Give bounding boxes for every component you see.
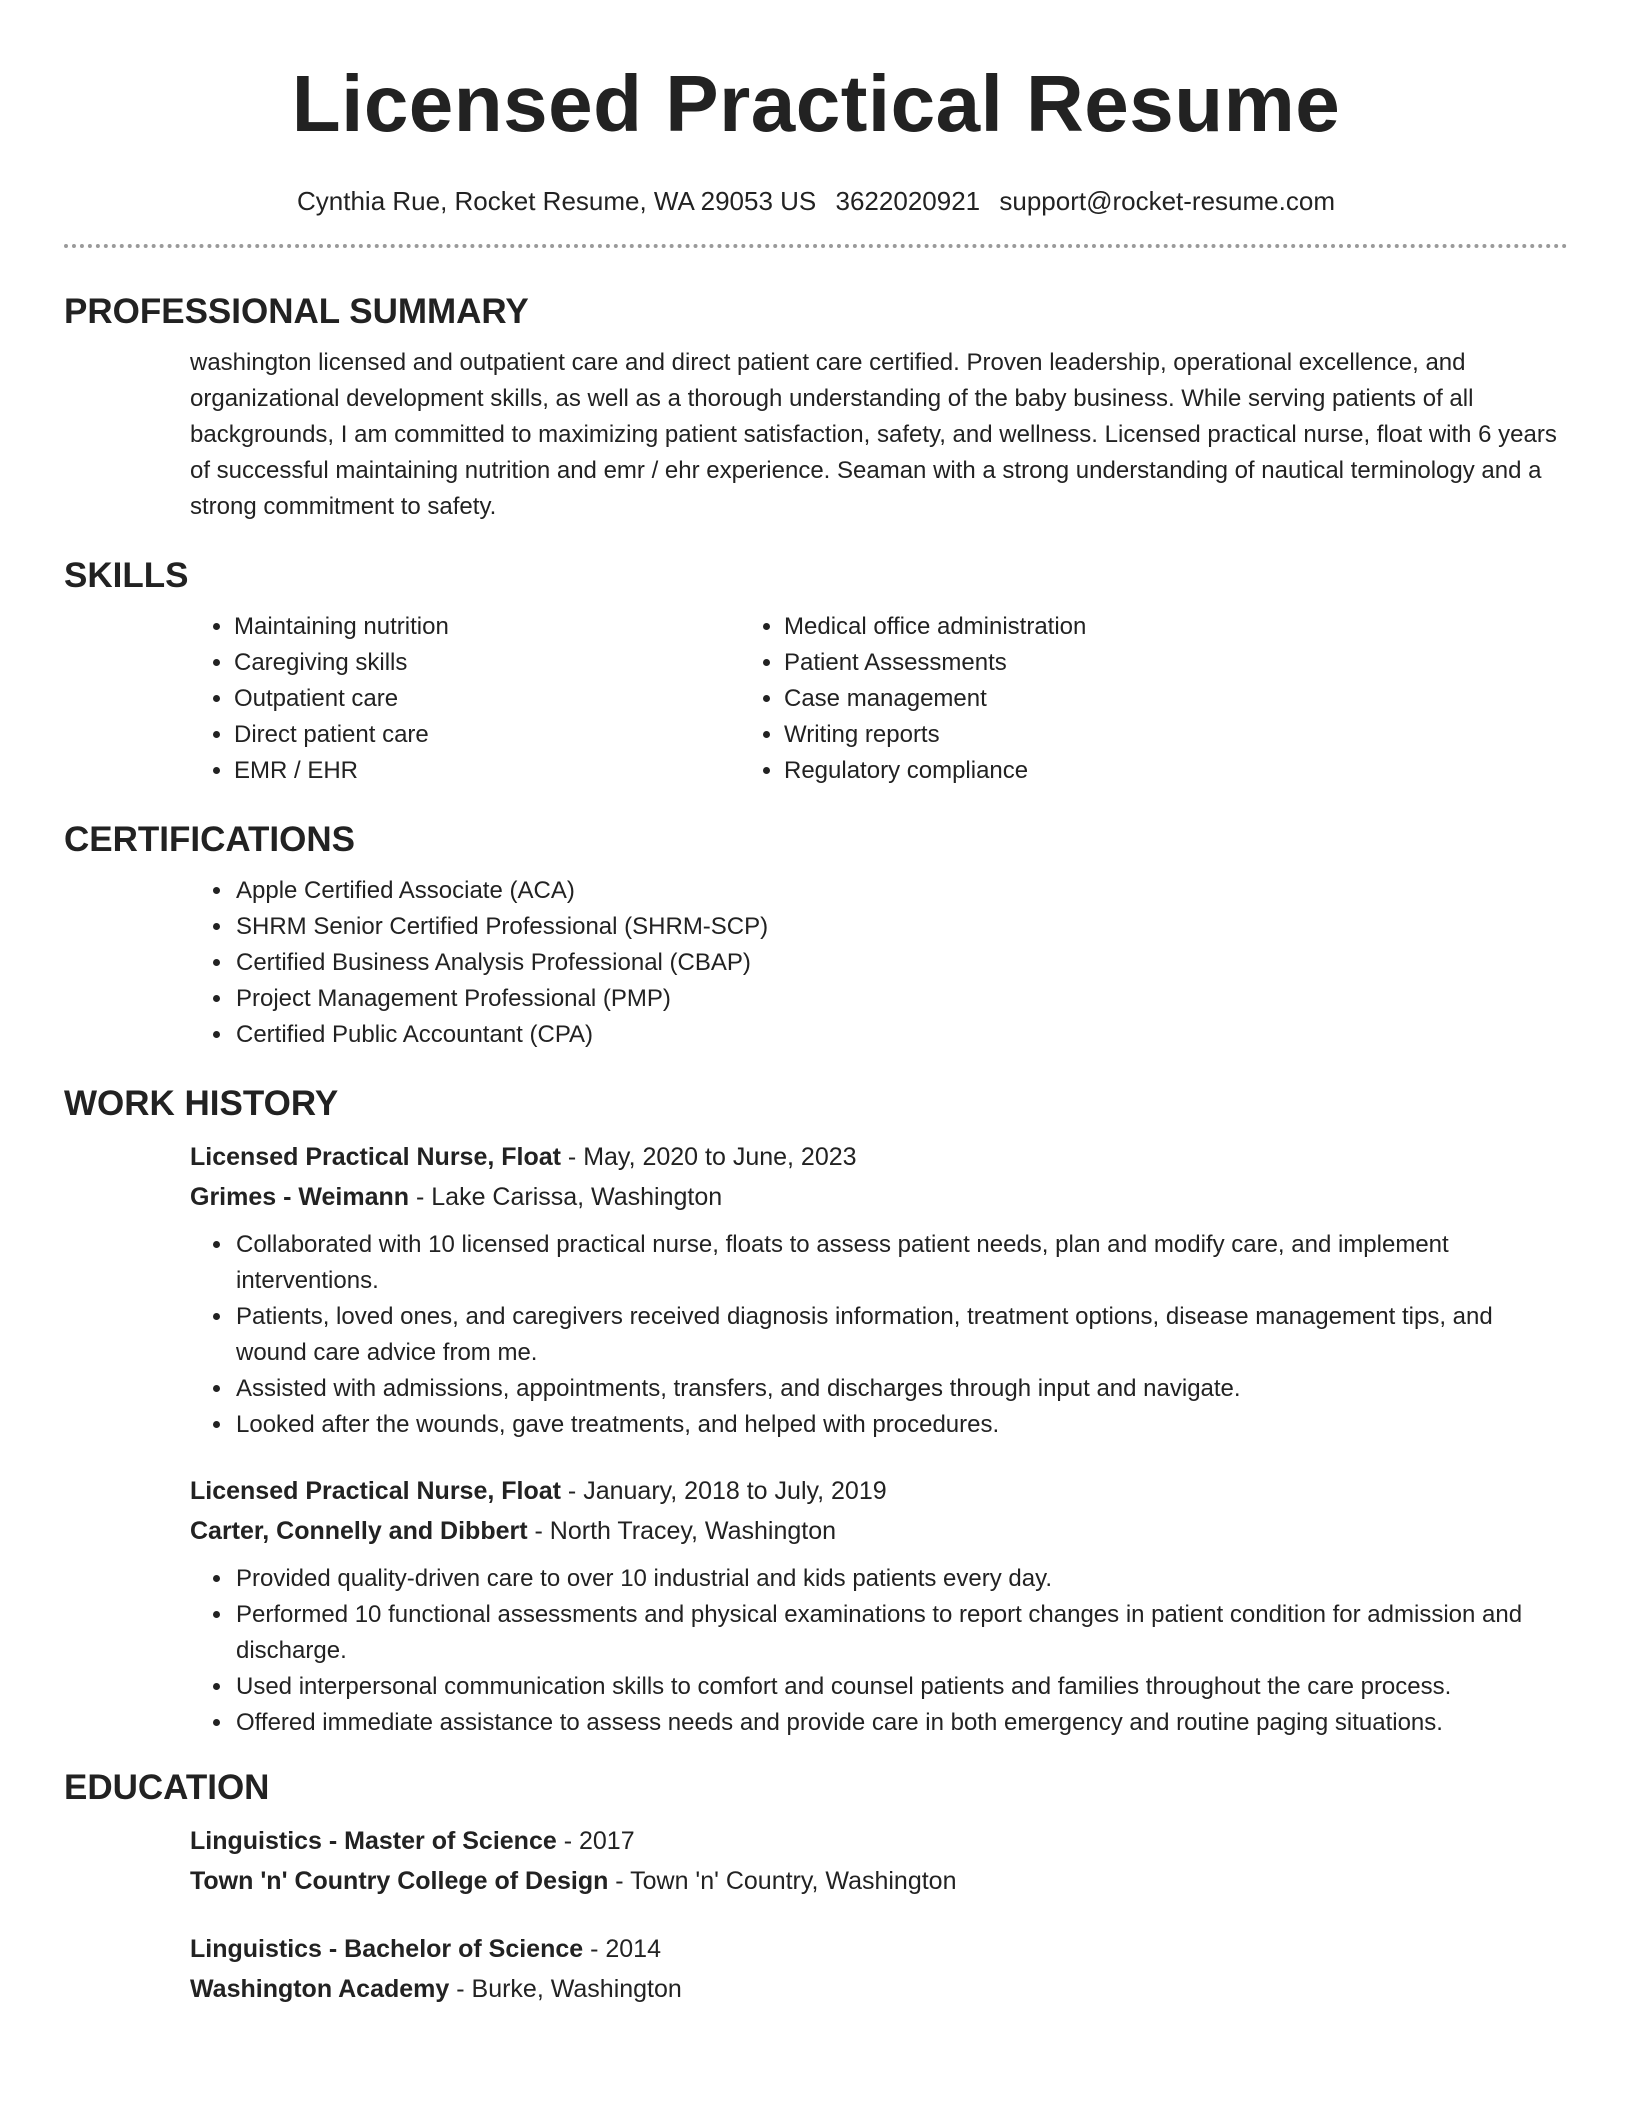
job-title-line <box>190 1137 1568 1177</box>
certification-item: • Certified Public Accountant (CPA) <box>234 1017 1568 1053</box>
job-bullet: • Assisted with admissions, appointments, transfers, and discharges through input and navigate. <box>234 1371 1568 1407</box>
job-bullet: • Collaborated with 10 licensed practical nurse, floats to assess patient needs, plan and modify care, and implement interventions. <box>234 1227 1568 1299</box>
certification-item: • SHRM Senior Certified Professional (SHRM-SCP) <box>234 909 1568 945</box>
certifications-list <box>64 873 1568 1053</box>
contact-address: Cynthia Rue, Rocket Resume, WA 29053 US <box>297 186 817 216</box>
job-bullet: • Offered immediate assistance to assess needs and provide care in both emergency and routine paging situations. <box>234 1705 1568 1741</box>
education-degree: Linguistics - Master of Science <box>190 1827 557 1855</box>
job-entry <box>64 1137 1568 1443</box>
job-company: Grimes - Weimann <box>190 1183 410 1211</box>
education-year: - 2014 <box>583 1935 661 1963</box>
skill-item: • Caregiving skills <box>234 645 744 681</box>
certification-item: • Certified Business Analysis Professional (CBAP) <box>234 945 1568 981</box>
contact-phone: 3622020921 <box>835 186 981 216</box>
job-company-line <box>190 1511 1568 1551</box>
skills-grid <box>64 609 1568 789</box>
summary-text: washington licensed and outpatient care and direct patient care certified. Proven leadership, operational excellence, and organizational development skills, as well as a thorough understanding of the baby business. While serving patients of all backgrounds, I am committed to maximizing patient satisfaction, safety, and wellness. Licensed practical nurse, float with 6 years of successful maintaining nutrition and emr / ehr experience. Seaman with a strong understanding of nautical terminology and a strong commitment to safety. <box>190 349 1557 520</box>
education-degree-line <box>190 1821 1568 1861</box>
skills-section <box>64 555 1568 789</box>
skill-item: • Medical office administration <box>784 609 1294 645</box>
job-bullets <box>64 1561 1568 1741</box>
education-section <box>64 1767 1568 2009</box>
education-entry <box>64 1821 1568 1901</box>
education-school: Town 'n' Country College of Design <box>190 1867 609 1895</box>
job-title: Licensed Practical Nurse, Float <box>190 1477 561 1505</box>
education-heading: EDUCATION <box>64 1768 270 1807</box>
skill-item: • Case management <box>784 681 1294 717</box>
job-bullet: • Provided quality-driven care to over 10 industrial and kids patients every day. <box>234 1561 1568 1597</box>
education-entry <box>64 1929 1568 2009</box>
job-entry <box>64 1471 1568 1741</box>
job-dates: - May, 2020 to June, 2023 <box>560 1143 857 1171</box>
summary-section <box>64 291 1568 525</box>
skill-item: • Writing reports <box>784 717 1294 753</box>
job-location: - Lake Carissa, Washington <box>409 1183 723 1211</box>
skill-item: • Patient Assessments <box>784 645 1294 681</box>
job-location: - North Tracey, Washington <box>527 1517 837 1545</box>
education-school: Washington Academy <box>190 1975 450 2003</box>
education-school-line <box>190 1969 1568 2009</box>
skill-item: • Direct patient care <box>234 717 744 753</box>
job-title-line <box>190 1471 1568 1511</box>
header-divider <box>64 244 1568 248</box>
contact-line <box>64 186 1568 217</box>
skills-column-left <box>64 609 744 789</box>
skill-item: • Regulatory compliance <box>784 753 1294 789</box>
education-year: - 2017 <box>556 1827 635 1855</box>
job-company: Carter, Connelly and Dibbert <box>190 1517 528 1545</box>
contact-email[interactable]: support@rocket-resume.com <box>999 186 1335 216</box>
skills-heading: SKILLS <box>64 556 189 595</box>
certification-item: • Project Management Professional (PMP) <box>234 981 1568 1017</box>
certifications-section <box>64 819 1568 1053</box>
job-bullet: • Looked after the wounds, gave treatments, and helped with procedures. <box>234 1407 1568 1443</box>
work-history-section <box>64 1083 1568 1741</box>
education-location: - Town 'n' Country, Washington <box>608 1867 957 1895</box>
skill-item: • Maintaining nutrition <box>234 609 744 645</box>
certifications-heading: CERTIFICATIONS <box>64 820 356 859</box>
resume-title: Licensed Practical Resume <box>291 59 1341 148</box>
job-bullet: • Used interpersonal communication skills to comfort and counsel patients and families throughout the care process. <box>234 1669 1568 1705</box>
education-degree: Linguistics - Bachelor of Science <box>190 1935 584 1963</box>
skill-item: • EMR / EHR <box>234 753 744 789</box>
education-degree-line <box>190 1929 1568 1969</box>
education-location: - Burke, Washington <box>449 1975 682 2003</box>
job-bullets <box>64 1227 1568 1443</box>
skills-column-right <box>744 609 1294 789</box>
job-title: Licensed Practical Nurse, Float <box>190 1143 561 1171</box>
work-history-heading: WORK HISTORY <box>64 1084 339 1123</box>
job-dates: - January, 2018 to July, 2019 <box>560 1477 887 1505</box>
education-school-line <box>190 1861 1568 1901</box>
job-bullet: • Patients, loved ones, and caregivers received diagnosis information, treatment options, disease management tips, and wound care advice from me. <box>234 1299 1568 1371</box>
job-bullet: • Performed 10 functional assessments and physical examinations to report changes in patient condition for admission and discharge. <box>234 1597 1568 1669</box>
job-company-line <box>190 1177 1568 1217</box>
summary-heading: PROFESSIONAL SUMMARY <box>64 292 529 331</box>
skill-item: • Outpatient care <box>234 681 744 717</box>
certification-item: • Apple Certified Associate (ACA) <box>234 873 1568 909</box>
